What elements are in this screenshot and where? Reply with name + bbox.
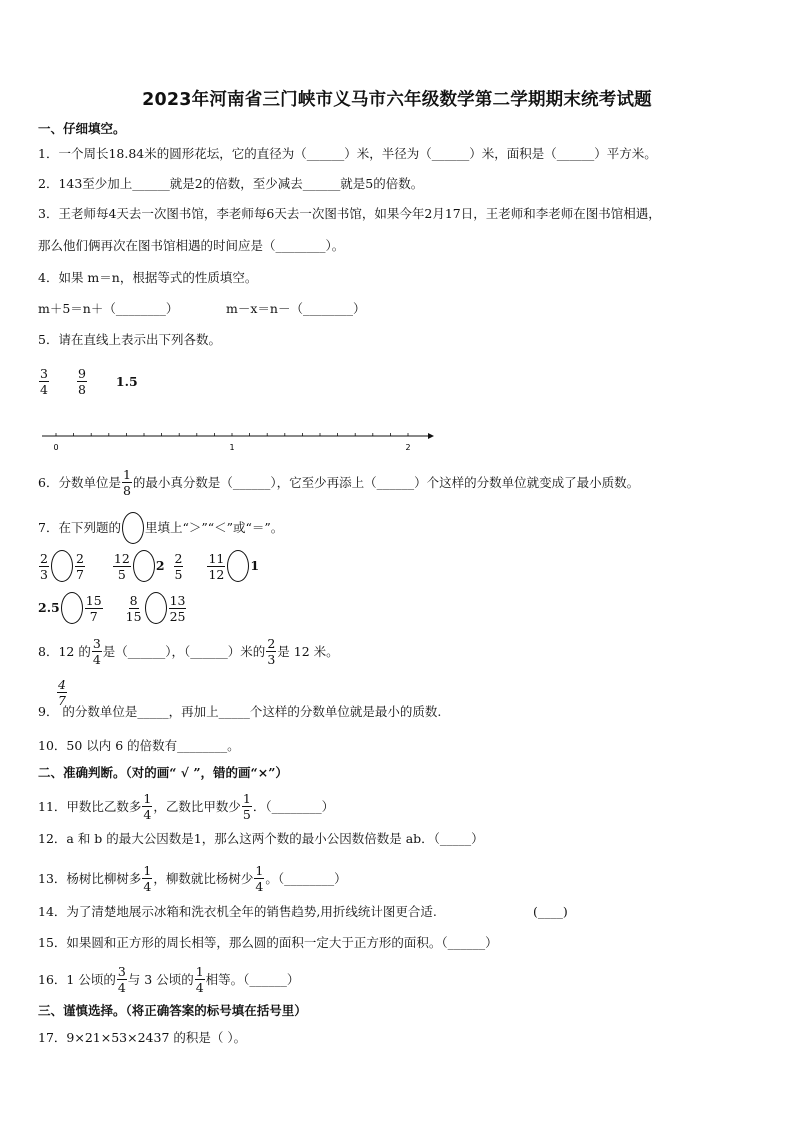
question-4-blank-2: m－x＝n－（________） [226, 301, 366, 316]
q5-decimal: 1.5 [115, 373, 138, 389]
question-14: 14．为了清楚地展示冰箱和洗衣机全年的销售趋势,用折线统计图更合适. [38, 904, 437, 919]
question-17: 17．9×21×53×2437 的积是（ ）。 [38, 1030, 247, 1045]
page-title: 2023年河南省三门峡市义马市六年级数学第二学期期末统考试题 [142, 90, 652, 110]
q9-fraction: $\frac{4}{7}$ [58, 677, 66, 708]
compare-oval-4[interactable] [61, 592, 83, 624]
q5-numbers [38, 366, 138, 397]
question-2: 2．143至少加上______就是2的倍数，至少减去______就是5的倍数。 [38, 176, 424, 191]
compare-oval-1[interactable] [51, 550, 73, 582]
question-12: 12．a 和 b 的最大公因数是1，那么这两个数的最小公因数倍数是 ab．（_____） [38, 831, 484, 846]
question-14-blank: (____) [533, 904, 568, 919]
number-line-tick-label: 1 [229, 443, 235, 452]
question-5: 5．请在直线上表示出下列各数。 [38, 332, 221, 347]
compare-oval-5[interactable] [145, 592, 167, 624]
question-4-blank-1: m＋5＝n＋（________） [38, 301, 179, 316]
question-16: 16．1 公顷的 $\frac{3}{4}$ 与 3 公顷的 $\frac{1}{4}$ 相等。（______） [38, 964, 300, 995]
number-line-tick-label: 0 [53, 443, 59, 452]
section-1-heading: 一、仔细填空。 [38, 121, 126, 136]
question-3-line-2: 那么他们俩再次在图书馆相遇的时间应是（________）。 [38, 238, 345, 253]
question-1: 1．一个周长18.84米的圆形花坛，它的直径为（______）米，半径为（______）米，面积是（______）平方米。 [38, 146, 657, 161]
question-4: 4．如果 m＝n，根据等式的性质填空。 [38, 270, 258, 285]
question-3-line-1: 3．王老师每4天去一次图书馆，李老师每6天去一次图书馆，如果今年2月17日，王老师和李老师在图书馆相遇， [38, 206, 661, 221]
q5-fraction-3-4: $\frac{3}{4}$ [40, 366, 48, 397]
compare-oval-3[interactable] [227, 550, 249, 582]
question-15: 15．如果圆和正方形的周长相等，那么圆的面积一定大于正方形的面积。（______） [38, 935, 498, 950]
q7-row-2: 2.5 $\frac{15}{7}$ $\frac{8}{15}$ $\frac{13}{25}$ [38, 592, 186, 624]
number-line [38, 420, 438, 460]
question-8: 8．12 的 $\frac{3}{4}$ 是（______），（______）米的 $\frac{2}{3}$ 是 12 米。 [38, 636, 339, 667]
question-9: 9． 的分数单位是_____，再加上_____个这样的分数单位就是最小的质数. [38, 704, 442, 719]
question-10: 10．50 以内 6 的倍数有________。 [38, 738, 240, 753]
number-line-tick-label: 2 [405, 443, 411, 452]
question-11: 11．甲数比乙数多 $\frac{1}{4}$ ，乙数比甲数少 $\frac{1}{5}$ ．（________） [38, 791, 335, 822]
q6-fraction: $\frac{1}{8}$ [122, 467, 131, 498]
question-13: 13．杨树比柳树多 $\frac{1}{4}$ ，柳数就比杨树少 $\frac{1}{4}$ 。（________） [38, 863, 347, 894]
question-6: 6．分数单位是 $\frac{1}{8}$ 的最小真分数是（______），它至少再添上（______）个这样的分数单位就变成了最小质数。 [38, 467, 640, 498]
q7-row-1: $\frac{2}{3}$ $\frac{2}{7}$ $\frac{12}{5}$ 2 $\frac{2}{5}$ $\frac{11}{12}$ 1 [40, 550, 260, 582]
compare-oval-2[interactable] [133, 550, 155, 582]
q5-fraction-9-8: $\frac{9}{8}$ [77, 366, 86, 397]
section-2-heading: 二、准确判断。（对的画“ √ ”，错的画“×”） [38, 765, 288, 780]
answer-oval [122, 512, 144, 544]
section-3-heading: 三、谨慎选择。（将正确答案的标号填在括号里） [38, 1003, 307, 1018]
question-7: 7．在下列题的 里填上“＞”“＜”或“＝”。 [38, 512, 283, 544]
